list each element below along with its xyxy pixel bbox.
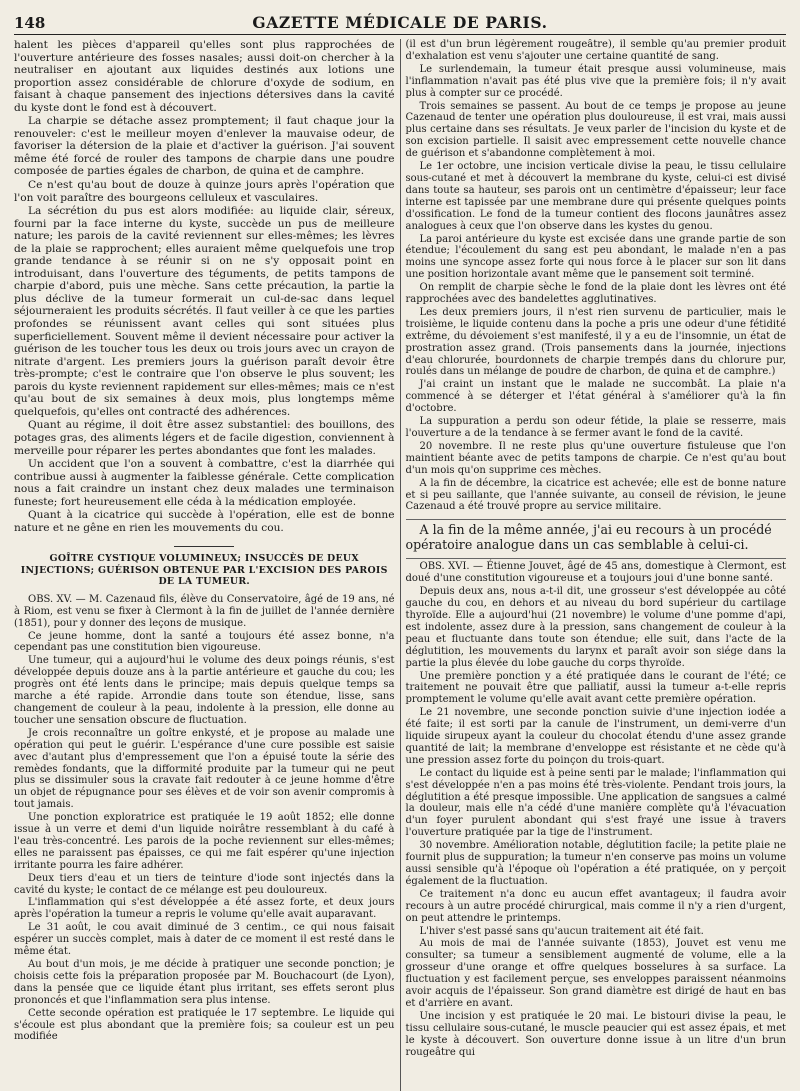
observation-paragraph: J'ai craint un instant que le malade ne succombât. La plaie n'a commencé à se déterger et l'état général à s'améliorer qu'à la fin d'octobre.: [405, 379, 786, 415]
observation-paragraph: Ce jeune homme, dont la santé a toujours été assez bonne, n'a cependant pas une constitution bien vigoureuse.: [14, 630, 395, 654]
observation-paragraph: Une première ponction y a été pratiquée dans le courant de l'été; ce traitement ne pouvait être que palliatif, aussi la tumeur a-t-elle repris promptement le volume qu'elle avait avant cette première opération.: [405, 670, 786, 706]
transition-rule: [406, 519, 787, 520]
journal-title: GAZETTE MÉDICALE DE PARIS.: [252, 13, 548, 32]
observation-paragraph: Le 31 août, le cou avait diminué de 3 centim., ce qui nous faisait espérer un succès complet, mais à dater de ce moment il est resté dans le même état.: [14, 922, 395, 958]
transition-rule: [406, 558, 787, 559]
observation-paragraph: (il est d'un brun légèrement rougeâtre), il semble qu'au premier produit d'exhalation est venu s'ajouter une certaine quantité de sang.: [405, 39, 786, 62]
observation-paragraph: Trois semaines se passent. Au bout de ce temps je propose au jeune Cazenaud de tenter une opération plus douloureuse, il est vrai, mais aussi plus certaine dans ses résultats. Je veux parler de l'incision du kyste et de son excision partielle. Il saisit avec empressement cette nouvelle chance de guérison et s'abandonne complètement à moi.: [405, 100, 786, 160]
section-heading: [18, 546, 391, 588]
observation-paragraph: Une tumeur, qui a aujourd'hui le volume des deux poings réunis, s'est développée depuis douze ans à la partie antérieure et gauche du cou; les progrès ont été lents dans le principe; mais depuis quelque temps sa marche a été rapide. Arrondie dans toute son étendue, lisse, sans changement de couleur à la peau, indolente à la pression, elle donne au toucher une sensation obscure de fluctuation.: [14, 655, 395, 726]
left-column: [14, 39, 400, 1091]
right-column: [401, 39, 787, 1091]
transition-sentence: A la fin de la même année, j'ai eu recours à un procédé opératoire analogue dans un cas semblable à celui-ci.: [405, 522, 772, 553]
paragraph: Un accident que l'on a souvent à combattre, c'est la diarrhée qui contribue aussi à augmenter la faiblesse générale. Cette complication nous a fait craindre un instant chez deux malades une terminaison funeste; fort heureusement elle céda à la médication employée.: [14, 458, 395, 508]
observation-paragraph: Au bout d'un mois, je me décide à pratiquer une seconde ponction; je choisis cette fois la préparation proposée par M. Bouchacourt (de Lyon), dans la pensée que ce liquide étant plus irritant, ses effets seront plus prononcés et que l'inflammation sera plus intense.: [14, 959, 395, 1006]
section-heading-text: GOÎTRE CYSTIQUE VOLUMINEUX; INSUCCÈS DE DEUX INJECTIONS; GUÉRISON OBTENUE PAR L'EXCISION DES PAROIS DE LA TUMEUR.: [20, 553, 388, 588]
page-header: [14, 10, 786, 35]
observation-paragraph: 30 novembre. Amélioration notable, déglutition facile; la petite plaie ne fournit plus de suppuration; la tumeur n'en conserve pas moins un volume aussi sensible qu'à l'époque où l'opération a été pratiquée, on y perçoit également de la fluctuation.: [405, 840, 786, 887]
observation-paragraph: Ce traitement n'a donc eu aucun effet avantageux; il faudra avoir recours à un autre procédé chirurgical, mais comme il n'y a rien d'urgent, on peut attendre le printemps.: [405, 888, 786, 924]
observation-paragraph: Je crois reconnaître un goître enkysté, et je propose au malade une opération qui peut le guérir. L'espérance d'une cure possible est saisie avec d'autant plus d'empressement que l'on a épuisé toute la série des remèdes fondants, que la difformité produite par la tumeur qui ne peut plus se dissimuler sous la cravate fait redouter à ce jeune homme d'être un objet de répugnance pour ses élèves et de voir son avenir compromis à tout jamais.: [14, 727, 395, 811]
observation-paragraph: L'hiver s'est passé sans qu'aucun traitement ait été fait.: [419, 925, 704, 937]
heading-rule: [174, 546, 234, 547]
paragraph: La charpie se détache assez promptement; il faut chaque jour la renouveler: c'est le meilleur moyen d'enlever la mauvaise odeur, de favoriser la détersion de la plaie et d'activer la guérison. J'ai souvent même été forcé de rouler des tampons de charpie dans une poudre composée de parties égales de charbon, de quina et de camphre.: [14, 115, 395, 178]
paragraph: La sécrétion du pus est alors modifiée: au liquide clair, séreux, fourni par la face interne du kyste, succède un pus de meilleure nature; les parois de la cavité reviennent sur elles-mêmes; les lèvres de la plaie se rapprochent; elles auraient même quelquefois une trop grande tendance à se réunir si on ne s'y opposait point en introduisant, dans l'ouverture des téguments, de petits tampons de charpie d'abord, puis une mèche. Sans cette précaution, la partie la plus déclive de la tumeur formerait un cul-de-sac dans lequel séjourneraient les produits sécrétés. Il faut veiller à ce que les parties profondes se réunissent avant celles qui sont situées plus superficiellement. Souvent même il devient nécessaire pour activer la guérison de les toucher tous les deux ou trois jours avec un crayon de nitrate d'argent. Les premiers jours la guérison paraît devoir être très-prompte; c'est le contraire que l'on observe le plus souvent; les parois du kyste reviennent rapidement sur elles-mêmes; mais ce n'est qu'au bout de six semaines à deux mois, plus longtemps même quelquefois, qu'elles ont contracté des adhérences.: [14, 205, 395, 418]
observation-paragraph: La paroi antérieure du kyste est excisée dans une grande partie de son étendue; l'écoulement du sang est peu abondant, le malade n'en a pas moins une syncope assez forte qui nous force à le placer sur son lit dans une position horizontale avant même que le pansement soit terminé.: [405, 233, 786, 281]
observation-paragraph: Depuis deux ans, nous a-t-il dit, une grosseur s'est développée au côté gauche du cou, en dehors et au niveau du bord supérieur du cartilage thyroïde. Elle a aujourd'hui (21 novembre) le volume d'une pomme d'api, est indolente, assez dure à la pression, sans changement de couleur à la peau et fluctuante dans toute son étendue; elle suit, dans l'acte de la déglutition, les mouvements du larynx et paraît avoir son siége dans la partie la plus élevée du lobe gauche du corps thyroïde.: [405, 586, 786, 669]
observation-paragraph: Deux tiers d'eau et un tiers de teinture d'iode sont injectés dans la cavité du kyste; le contact de ce mélange est peu douloureux.: [14, 872, 395, 896]
observation-paragraph: Cette seconde opération est pratiquée le 17 septembre. Le liquide qui s'écoule est plus abondant que la première fois; sa couleur est un peu modifiée: [14, 1007, 395, 1043]
observation-paragraph: Une ponction exploratrice est pratiquée le 19 août 1852; elle donne issue à un verre et demi d'un liquide noirâtre ressemblant à du café à l'eau très-concentré. Les parois de la poche reviennent sur elles-mêmes; elles ne paraissent pas épaisses, ce qui me fait espérer qu'une injection irritante pourra les faire adhérer.: [14, 812, 395, 871]
observation-paragraph: Le 21 novembre, une seconde ponction suivie d'une injection iodée a été faite; il est sorti par la canule de l'instrument, un demi-verre d'un liquide sirupeux ayant la couleur du chocolat étendu d'une assez grande quantité de lait; la membrane d'enveloppe est résistante et ne cède qu'à une pression assez forte du poinçon du trois-quart.: [405, 707, 786, 766]
observation-paragraph: Le surlendemain, la tumeur était presque aussi volumineuse, mais l'inflammation n'avait pas été plus vive que la première fois; il n'y avait plus à compter sur ce procédé.: [405, 63, 786, 99]
observation-paragraph: On remplit de charpie sèche le fond de la plaie dont les lèvres ont été rapprochées avec des bandelettes agglutinatives.: [405, 282, 786, 306]
observation-paragraph: A la fin de décembre, la cicatrice est achevée; elle est de bonne nature et si peu saillante, que l'année suivante, au conseil de révision, le jeune Cazenaud a été trouvé propre au service militaire.: [405, 477, 786, 513]
observation-paragraph: La suppuration a perdu son odeur fétide, la plaie se resserre, mais l'ouverture a de la tendance à se fermer avant le fond de la cavité.: [405, 416, 786, 439]
paragraph: Quant au régime, il doit être assez substantiel: des bouillons, des potages gras, des aliments légers et de facile digestion, conviennent à merveille pour réparer les pertes abondantes que font les malades.: [14, 419, 395, 457]
observation-paragraph: 20 novembre. Il ne reste plus qu'une ouverture fistuleuse que l'on maintient béante avec de petits tampons de charpie. Ce n'est qu'au bout d'un mois qu'on supprime ces mèches.: [405, 440, 786, 476]
observation-paragraph: OBS. XVI. — Étienne Jouvet, âgé de 45 ans, domestique à Clermont, est doué d'une constitution vigoureuse et a toujours joui d'une bonne santé.: [405, 561, 786, 585]
observation-paragraph: OBS. XV. — M. Cazenaud fils, élève du Conservatoire, âgé de 19 ans, né à Riom, est venu se fixer à Clermont à la fin de juillet de l'année dernière (1851), pour y donner des leçons de musique.: [14, 593, 395, 629]
observation-paragraph: Le 1er octobre, une incision verticale divise la peau, le tissu cellulaire sous-cutané et met à découvert la membrane du kyste, celui-ci est divisé dans toute sa hauteur, ses parois ont un centimètre d'épaisseur; leur face interne est tapissée par une membrane dure qui présente quelques points d'ossification. Le fond de la tumeur contient des flocons jaunâtres assez analogues à ceux que l'on observe dans les kystes du genou.: [405, 161, 786, 232]
observation-paragraph: Les deux premiers jours, il n'est rien survenu de particulier, mais le troisième, le liquide contenu dans la poche a pris une odeur d'une fétidité extrême, du dévoiement s'est manifesté, il y a eu de l'insomnie, un état de prostration assez grand. (Trois pansements dans la journée, injections d'eau chlorurée, bourdonnets de charpie trempés dans du chlorure pur, roulés dans un mélange de poudre de charbon, de quina et de camphre.): [405, 306, 786, 378]
two-column-body: [14, 39, 786, 1091]
observation-paragraph: L'inflammation qui s'est développée a été assez forte, et deux jours après l'opération la tumeur a repris le volume qu'elle avait auparavant.: [14, 897, 395, 921]
observation-paragraph: Le contact du liquide est à peine senti par le malade; l'inflammation qui s'est développée n'en a pas moins été très-violente. Pendant trois jours, la déglutition a été presque impossible. Une application de sangsues a calmé la douleur, mais elle n'a cédé d'une manière complète qu'à l'évacuation d'un foyer purulent abondant qui s'est frayé une issue à travers l'ouverture pratiquée par la tige de l'instrument.: [405, 767, 786, 839]
observation-paragraph: Au mois de mai de l'année suivante (1853), Jouvet est venu me consulter; sa tumeur a sensiblement augmenté de volume, elle a la grosseur d'une orange et offre quelques bosselures à sa surface. La fluctuation y est facilement perçue, ses enveloppes paraissent néanmoins avoir acquis de l'épaisseur. Son grand diamètre est dirigé de haut en bas et d'arrière en avant.: [405, 938, 786, 1009]
page-number: 148: [14, 14, 46, 32]
paragraph: Quant à la cicatrice qui succède à l'opération, elle est de bonne nature et ne gêne en rien les mouvements du cou.: [14, 509, 395, 534]
paragraph: halent les pièces d'appareil qu'elles sont plus rapprochées de l'ouverture antérieure des fosses nasales; aussi doit-on chercher à la neutraliser en ajoutant aux liquides destinés aux lotions une proportion assez considérable de chlorure d'oxyde de sodium, en faisant à chaque pansement des injections détersives dans la cavité du kyste dont le fond est à découvert.: [14, 39, 395, 114]
paragraph: Ce n'est qu'au bout de douze à quinze jours après l'opération que l'on voit paraître des bourgeons celluleux et vasculaires.: [14, 179, 395, 204]
observation-paragraph: Une incision y est pratiquée le 20 mai. Le bistouri divise la peau, le tissu cellulaire sous-cutané, le muscle peaucier qui est assez épais, et met le kyste à découvert. Son ouverture donne issue à un litre d'un brun rougeâtre qui: [405, 1010, 786, 1058]
